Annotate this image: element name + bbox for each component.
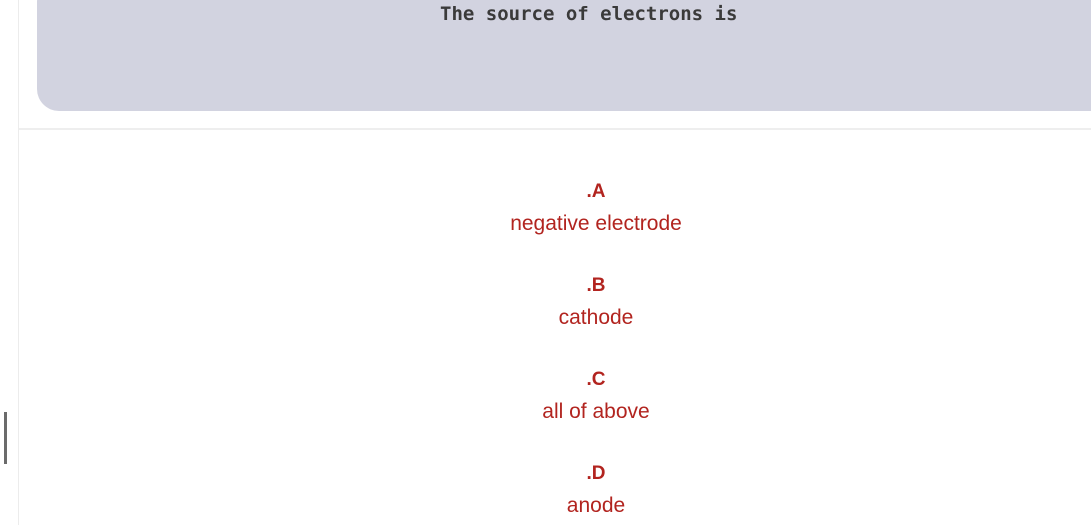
option-a[interactable] — [400, 181, 792, 236]
option-b-letter: .B — [586, 275, 606, 296]
option-d-text: anode — [566, 494, 626, 517]
question-text: The source of electrons is — [440, 3, 738, 25]
divider — [19, 128, 1091, 130]
question-card — [37, 0, 1091, 111]
option-b-text: cathode — [558, 306, 634, 329]
option-a-letter: .A — [586, 181, 606, 202]
option-a-text: negative electrode — [510, 212, 682, 235]
option-c-text: all of above — [542, 400, 650, 423]
option-d-letter: .D — [586, 463, 606, 484]
option-d[interactable] — [400, 463, 792, 518]
option-b[interactable] — [400, 275, 792, 330]
option-c-letter: .C — [586, 369, 606, 390]
option-c[interactable] — [400, 369, 792, 424]
text-cursor — [4, 412, 7, 464]
left-border — [18, 0, 19, 525]
